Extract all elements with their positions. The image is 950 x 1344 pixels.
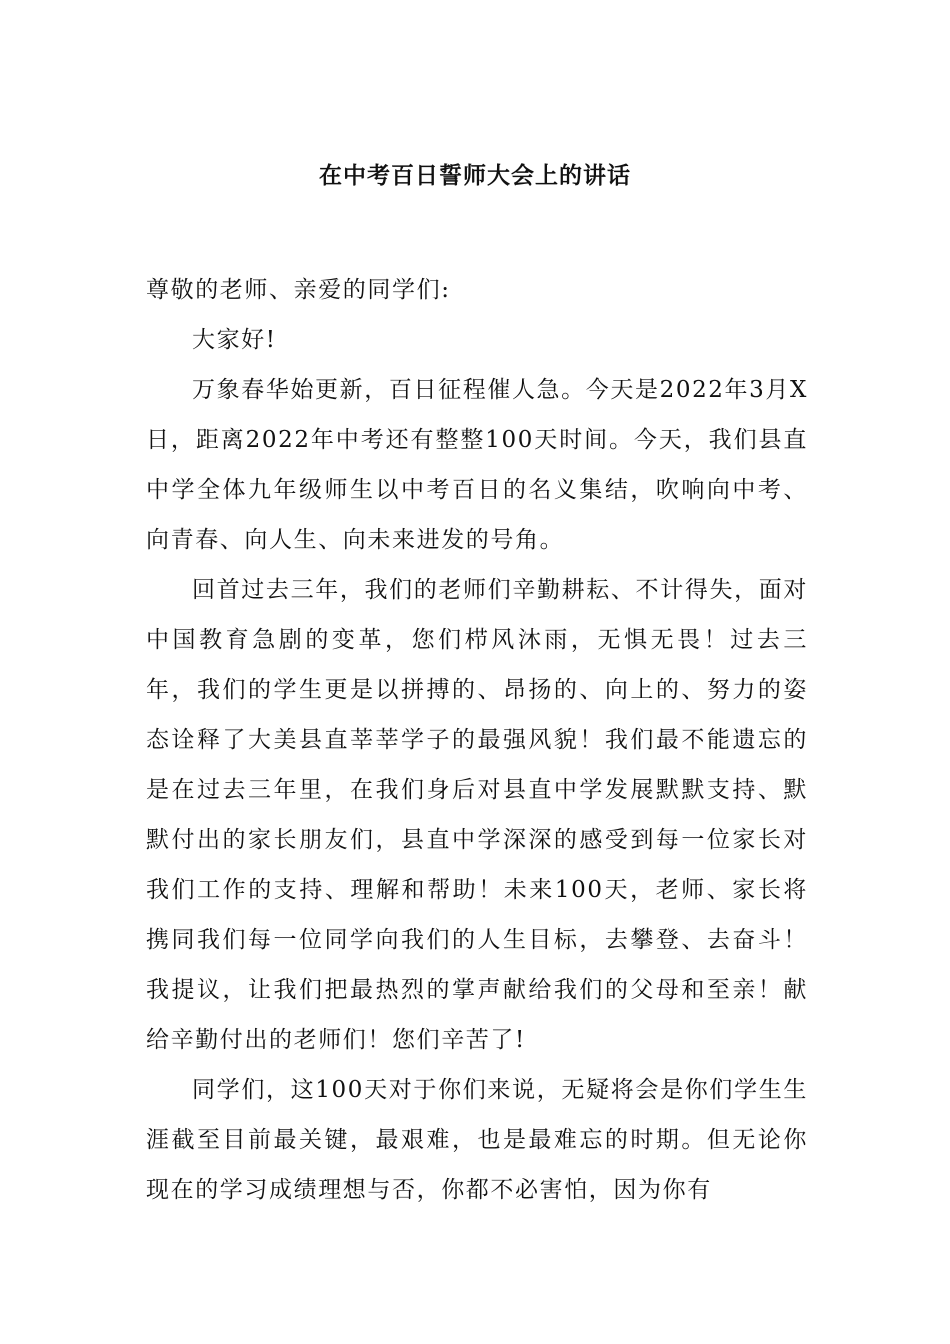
- salutation: 尊敬的老师、亲爱的同学们:: [146, 277, 451, 303]
- document-body: [146, 265, 808, 1215]
- paragraph-greeting: 大家好!: [192, 327, 277, 353]
- paragraph-students: 同学们，这100天对于你们来说，无疑将会是你们学生生涯截至目前最关键，最艰难，也是最难忘的时期。但无论你现在的学习成绩理想与否，你都不必害怕，因为你有: [146, 1077, 808, 1203]
- document-title: 在中考百日誓师大会上的讲话: [319, 162, 631, 189]
- paragraph-opening: 万象春华始更新，百日征程催人急。今天是2022年3月X日，距离2022年中考还有整整100天时间。今天，我们县直中学全体九年级师生以中考百日的名义集结，吹响向中考、向青春、向人生、向未来进发的号角。: [146, 377, 808, 553]
- paragraph-review: 回首过去三年，我们的老师们辛勤耕耘、不计得失，面对中国教育急剧的变革，您们栉风沐雨，无惧无畏！过去三年，我们的学生更是以拼搏的、昂扬的、向上的、努力的姿态诠释了大美县直莘莘学子的最强风貌！我们最不能遗忘的是在过去三年里，在我们身后对县直中学发展默默支持、默默付出的家长朋友们，县直中学深深的感受到每一位家长对我们工作的支持、理解和帮助！未来100天，老师、家长将携同我们每一位同学向我们的人生目标，去攀登、去奋斗！我提议，让我们把最热烈的掌声献给我们的父母和至亲！献给辛勤付出的老师们！您们辛苦了!: [146, 577, 808, 1053]
